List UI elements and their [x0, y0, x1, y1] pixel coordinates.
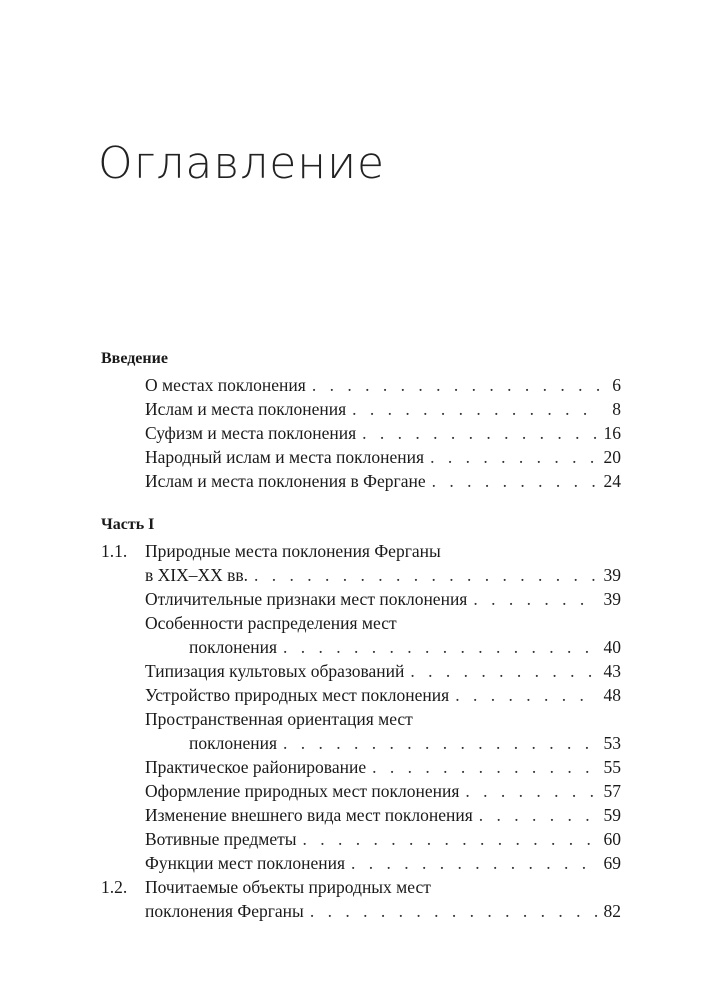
- toc-entry-label: поклонения Ферганы: [145, 901, 304, 921]
- dot-leader: [283, 636, 597, 658]
- toc-entry-page: 53: [603, 733, 621, 753]
- section-heading-intro: Введение: [101, 350, 168, 367]
- toc-entry-page: 82: [603, 901, 621, 921]
- toc-entry-label: Практическое районирование: [145, 757, 367, 777]
- toc-entry-page: 39: [603, 589, 621, 609]
- dot-leader: [372, 756, 597, 778]
- toc-entry: [0, 446, 705, 468]
- toc-entry-label: Изменение внешнего вида мест поклонения: [145, 805, 473, 825]
- chapter-number: 1.1.: [101, 541, 128, 561]
- toc-entry-label: в XIX–XX вв.: [145, 565, 249, 585]
- toc-entry-page: 48: [603, 685, 621, 705]
- toc-entry: [0, 684, 705, 706]
- toc-entry-label: поклонения: [189, 637, 278, 657]
- dot-leader: [465, 780, 597, 802]
- toc-entry-page: 6: [612, 375, 621, 395]
- toc-entry-label: Почитаемые объекты природных мест: [145, 877, 431, 897]
- dot-leader: [455, 684, 597, 706]
- toc-entry-label: Функции мест поклонения: [145, 853, 345, 873]
- toc-entry-label: Народный ислам и места поклонения: [145, 447, 425, 467]
- toc-entry: [0, 470, 705, 492]
- toc-entry-page: 43: [603, 661, 621, 681]
- toc-entry-page: 24: [603, 471, 621, 491]
- dot-leader: [303, 828, 598, 850]
- toc-entry: [0, 732, 705, 754]
- toc-entry-page: 60: [603, 829, 621, 849]
- toc-chapter-line1: [0, 876, 705, 898]
- toc-entry-label: Вотивные предметы: [145, 829, 297, 849]
- toc-entry: [0, 374, 705, 396]
- section-heading-part1: Часть I: [101, 516, 155, 533]
- toc-entry-label: О местах поклонения: [145, 375, 306, 395]
- toc-entry-page: 59: [603, 805, 621, 825]
- toc-entry: [0, 780, 705, 802]
- toc-entry: [0, 398, 705, 420]
- toc-entry: [0, 588, 705, 610]
- dot-leader: [254, 564, 597, 586]
- toc-chapter-line1: [0, 540, 705, 562]
- toc-entry-label: Суфизм и места поклонения: [145, 423, 357, 443]
- toc-entry-label: Типизация культовых образований: [145, 661, 405, 681]
- toc-entry-label: Особенности распределения мест: [145, 613, 397, 633]
- dot-leader: [351, 852, 598, 874]
- toc-entry-page: 40: [603, 637, 621, 657]
- chapter-number: 1.2.: [101, 877, 128, 897]
- dot-leader: [310, 900, 598, 922]
- toc-entry: [0, 828, 705, 850]
- toc-entry-page: 39: [603, 565, 621, 585]
- toc-entry-label: Ислам и места поклонения: [145, 399, 347, 419]
- dot-leader: [410, 660, 597, 682]
- toc-entry: [0, 804, 705, 826]
- toc-entry-line1: [0, 708, 705, 730]
- dot-leader: [312, 374, 601, 396]
- dot-leader: [362, 422, 597, 444]
- toc-entry-label: Природные места поклонения Ферганы: [145, 541, 441, 561]
- page-title: Оглавление: [98, 138, 386, 189]
- toc-entry-page: 57: [603, 781, 621, 801]
- dot-leader: [352, 398, 601, 420]
- toc-entry: [0, 660, 705, 682]
- toc-entry: [0, 636, 705, 658]
- toc-entry-page: 8: [612, 399, 621, 419]
- dot-leader: [432, 470, 598, 492]
- toc-entry: [0, 422, 705, 444]
- toc-entry-page: 16: [603, 423, 621, 443]
- toc-entry-page: 69: [603, 853, 621, 873]
- toc-entry-label: поклонения: [189, 733, 278, 753]
- toc-entry: [0, 756, 705, 778]
- toc-entry-label: Ислам и места поклонения в Фергане: [145, 471, 426, 491]
- dot-leader: [473, 588, 597, 610]
- toc-entry-label: Пространственная ориентация мест: [145, 709, 413, 729]
- dot-leader: [479, 804, 598, 826]
- dot-leader: [430, 446, 597, 468]
- toc-entry-line1: [0, 612, 705, 634]
- toc-entry: [0, 900, 705, 922]
- toc-entry: [0, 564, 705, 586]
- toc-entry-label: Оформление природных мест поклонения: [145, 781, 460, 801]
- toc-entry-label: Устройство природных мест поклонения: [145, 685, 450, 705]
- toc-entry: [0, 852, 705, 874]
- toc-entry-page: 20: [603, 447, 621, 467]
- dot-leader: [283, 732, 597, 754]
- toc-entry-label: Отличительные признаки мест поклонения: [145, 589, 468, 609]
- toc-entry-page: 55: [603, 757, 621, 777]
